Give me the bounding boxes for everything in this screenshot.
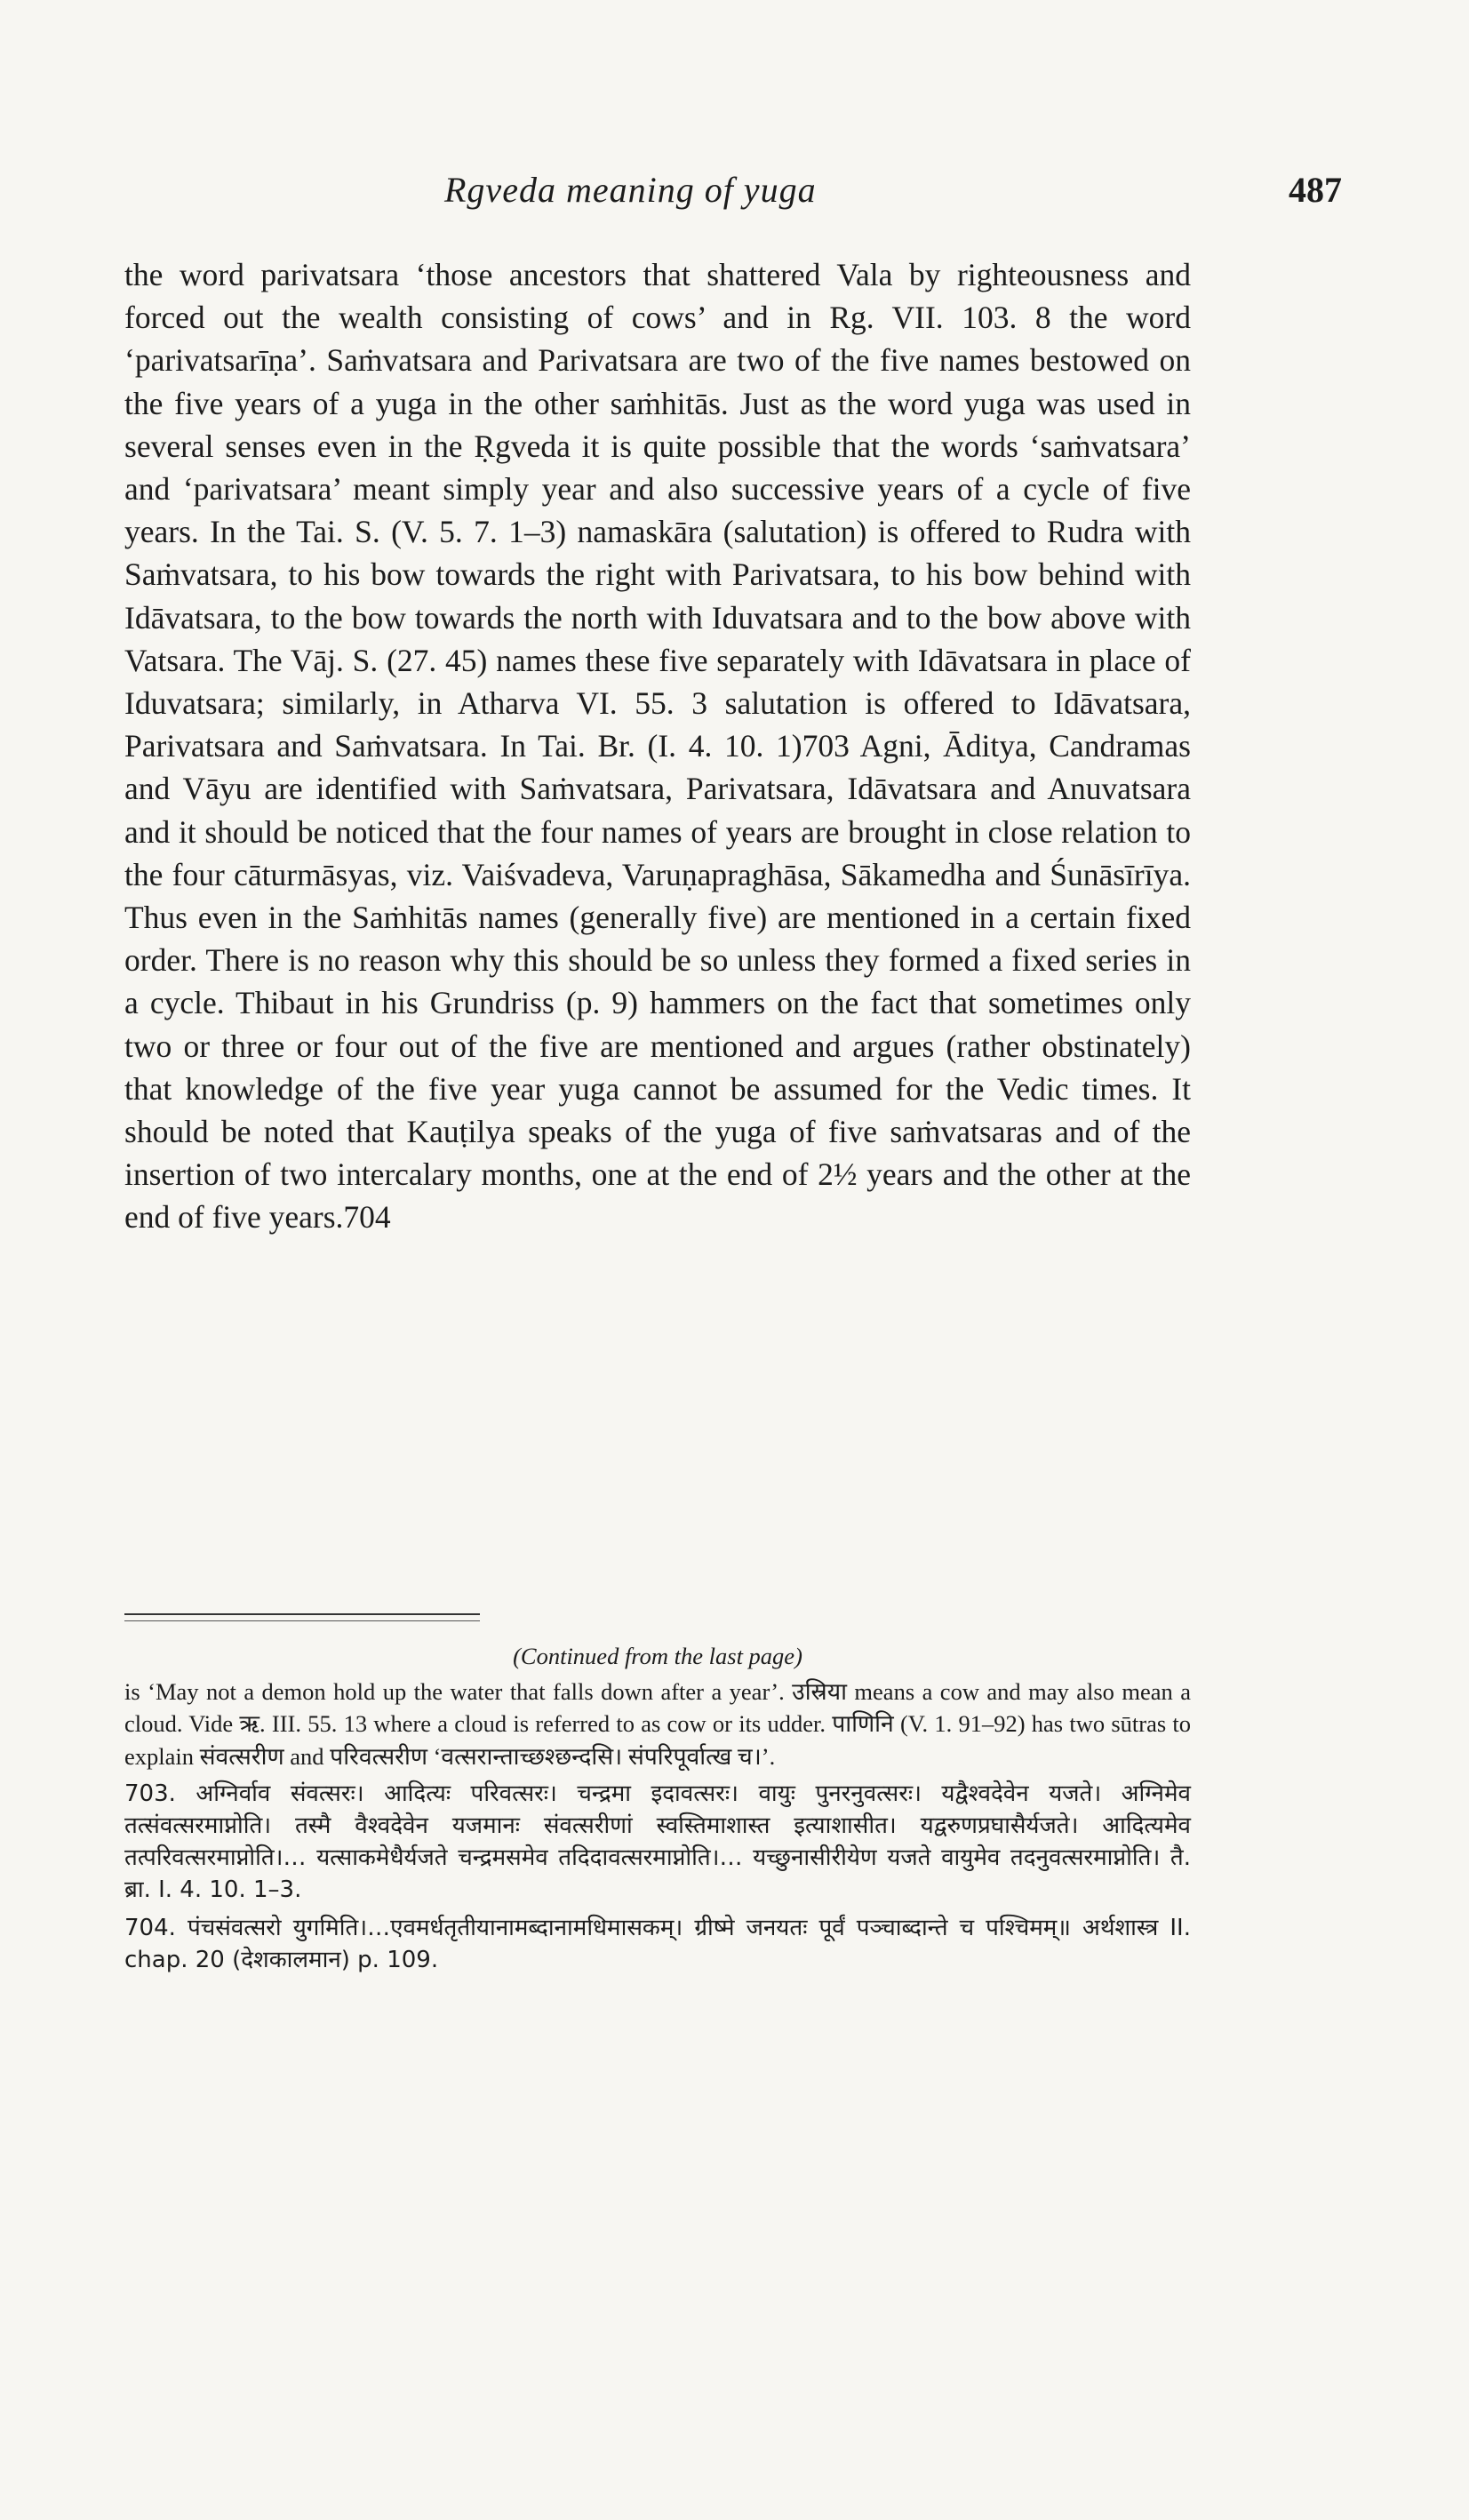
main-text — [124, 253, 1191, 1239]
footnote-divider — [124, 1613, 480, 1615]
running-title: Rgveda meaning of yuga — [444, 170, 817, 210]
footnote-continued-label: (Continued from the last page) — [513, 1643, 802, 1669]
footnote-702-continued: is ‘May not a demon hold up the water that falls down after a year’. उस्रिया means a cow and may also mean a cloud. Vide ऋ. III. 55. 13 where a cloud is referred to as cow or its udder. पाणिनि (V. 1. 91–92) has two sūtras to explain संवत्सरीण and परिवत्सरीण ‘वत्सरान्ताच्छश्छन्दसि। संपरिपूर्वात्ख च।’. — [124, 1678, 1191, 1770]
page-number: 487 — [1289, 170, 1342, 210]
page-header — [124, 169, 1342, 222]
footnote-704: 704. पंचसंवत्सरो युगमिति।…एवमर्धतृतीयानामब्दानामधिमासकम्। ग्रीष्मे जनयतः पूर्वं पञ्चाब्दान्ते च पश्चिमम्॥ अर्थशास्त्र II. chap. 20 (देशकालमान) p. 109. — [124, 1914, 1191, 1973]
footnotes — [124, 1640, 1191, 1976]
footnote-703: 703. अग्निर्वाव संवत्सरः। आदित्यः परिवत्सरः। चन्द्रमा इदावत्सरः। वायुः पुनरनुवत्सरः। यद्वैश्वदेवेन यजते। अग्निमेव तत्संवत्सरमाप्नोति। तस्मै वैश्वदेवेन यजमानः संवत्सरीणां स्वस्तिमाशास्त इत्याशासीत। यद्वरुणप्रघासैर्यजते। आदित्यमेव तत्परिवत्सरमाप्नोति।… यत्साकमेधैर्यजते चन्द्रमसमेव तदिदावत्सरमाप्नोति।… यच्छुनासीरीयेण यजते वायुमेव तदनुवत्सरमाप्नोति। तै. ब्रा. I. 4. 10. 1–3. — [124, 1780, 1191, 1904]
footnote-divider-secondary — [124, 1620, 480, 1621]
body-paragraph: the word parivatsara ‘those ancestors that shattered Vala by righteousness and forced out the wealth consisting of cows’ and in Rg. VII. 103. 8 the word ‘parivatsarīṇa’. Saṁvatsara and Parivatsara are two of the five names bestowed on the five years of a yuga in the other saṁhitās. Just as the word yuga was used in several senses even in the Ṛgveda it is quite possible that the words ‘saṁvatsara’ and ‘parivatsara’ meant simply year and also successive years of a cycle of five years. In the Tai. S. (V. 5. 7. 1–3) namaskāra (salutation) is offered to Rudra with Saṁvatsara, to his bow towards the right with Parivatsara, to his bow behind with Idāvatsara, to the bow towards the north with Iduvatsara and to the bow above with Vatsara. The Vāj. S. (27. 45) names these five separately with Idāvatsara in place of Iduvatsara; similarly, in Atharva VI. 55. 3 salutation is offered to Idāvatsara, Parivatsara and Saṁvatsara. In Tai. Br. (I. 4. 10. 1)703 Agni, Āditya, Candramas and Vāyu are identified with Saṁvatsara, Parivatsara, Idāvatsara and Anuvatsara and it should be noticed that the four names of years are brought in close relation to the four cāturmāsyas, viz. Vaiśvadeva, Varuṇapraghāsa, Sākamedha and Śunāsīrīya. Thus even in the Saṁhitās names (generally five) are mentioned in a certain fixed order. There is no reason why this should be so unless they formed a fixed series in a cycle. Thibaut in his Grundriss (p. 9) hammers on the fact that sometimes only two or three or four out of the five are mentioned and argues (rather obstinately) that knowledge of the five year yuga cannot be assumed for the Vedic times. It should be noted that Kauṭilya speaks of the yuga of five saṁvatsaras and of the insertion of two intercalary months, one at the end of 2½ years and the other at the end of five years.704 — [124, 257, 1191, 1236]
